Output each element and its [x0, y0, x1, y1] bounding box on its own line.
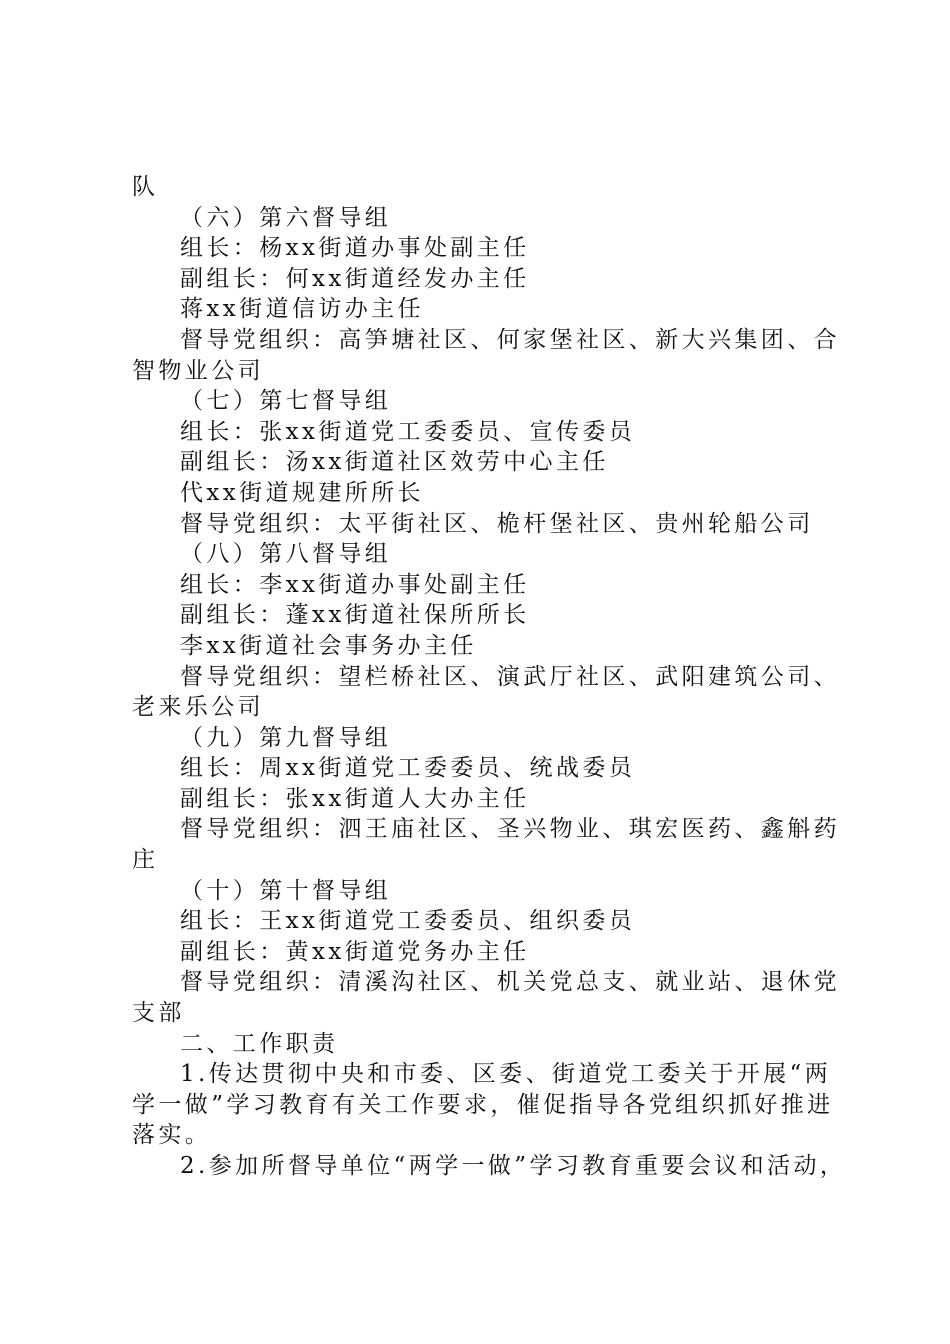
text-line: 组长：王xx街道党工委委员、组织委员 [180, 908, 636, 935]
text-line: （六）第六督导组 [180, 204, 392, 231]
text-line: 副组长：黄xx街道党务办主任 [180, 938, 530, 965]
text-line: 组长：周xx街道党工委委员、统战委员 [180, 755, 636, 782]
text-line: 组长：张xx街道党工委委员、宣传委员 [180, 418, 636, 445]
text-line: 学一做”学习教育有关工作要求，催促指导各党组织抓好推进 [132, 1091, 834, 1118]
text-line: （十）第十督导组 [180, 877, 392, 904]
text-line: 二、工作职责 [180, 1030, 339, 1057]
text-line: 督导党组织：望栏桥社区、演武厅社区、武阳建筑公司、 [180, 663, 840, 690]
text-line: 2.参加所督导单位“两学一做”学习教育重要会议和活动， [180, 1153, 847, 1179]
text-line: 副组长：蓬xx街道社保所所长 [180, 602, 530, 629]
document-body [132, 172, 847, 1182]
text-line: 副组长：张xx街道人大办主任 [180, 785, 530, 812]
text-line: 1.传达贯彻中央和市委、区委、街道党工委关于开展“两 [180, 1061, 832, 1088]
text-line: 落实。 [132, 1122, 212, 1149]
text-line: 督导党组织：高笋塘社区、何家堡社区、新大兴集团、合 [180, 326, 840, 353]
text-line: 老来乐公司 [132, 694, 264, 721]
text-line: 副组长：何xx街道经发办主任 [180, 265, 530, 292]
text-line: 队 [132, 174, 159, 200]
text-line: （九）第九督导组 [180, 724, 392, 751]
text-line: （八）第八督导组 [180, 541, 392, 568]
text-line: 蒋xx街道信访办主任 [180, 296, 424, 323]
text-line: 督导党组织：太平街社区、桅杆堡社区、贵州轮船公司 [180, 510, 814, 537]
text-line: 庄 [132, 847, 159, 874]
text-line: （七）第七督导组 [180, 388, 392, 415]
text-line: 组长：杨xx街道办事处副主任 [180, 235, 530, 262]
text-line: 李xx街道社会事务办主任 [180, 632, 477, 659]
text-line: 支部 [132, 1000, 185, 1027]
text-line: 副组长：汤xx街道社区效劳中心主任 [180, 449, 609, 476]
text-line: 智物业公司 [132, 357, 264, 384]
text-line: 督导党组织：泗王庙社区、圣兴物业、琪宏医药、鑫斛药 [180, 816, 840, 843]
text-line: 督导党组织：清溪沟社区、机关党总支、就业站、退休党 [180, 969, 840, 996]
text-line: 组长：李xx街道办事处副主任 [180, 571, 530, 598]
text-line: 代xx街道规建所所长 [180, 479, 424, 506]
